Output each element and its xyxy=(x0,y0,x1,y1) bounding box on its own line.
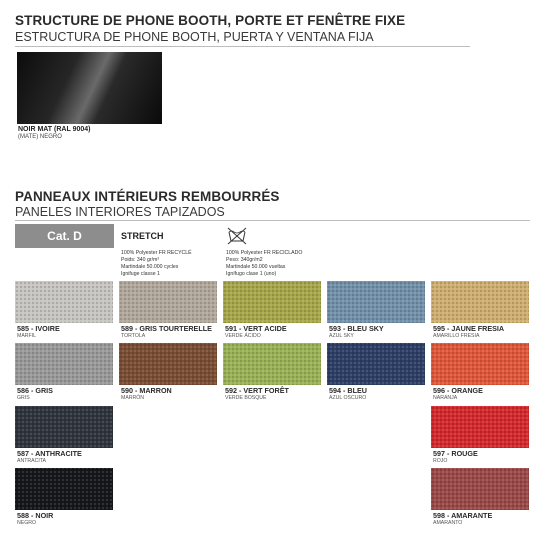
section2-title-fr: PANNEAUX INTÉRIEURS REMBOURRÉS xyxy=(15,189,280,204)
swatch-code: 593 - BLEU SKY xyxy=(329,324,384,333)
swatch-sub: NEGRO xyxy=(17,520,37,526)
swatch-sub: ANTRACITA xyxy=(17,458,47,464)
swatch-code: 589 - GRIS TOURTERELLE xyxy=(121,324,212,333)
section1-title-fr: STRUCTURE DE PHONE BOOTH, PORTE ET FENÊTRE FIXE xyxy=(15,13,406,28)
spec-right xyxy=(226,250,302,278)
swatch-code: 591 - VERT ACIDE xyxy=(225,324,287,333)
no-wash-icon xyxy=(226,226,248,246)
spec-line: 100% Polyester FR RECICLADO xyxy=(226,250,303,256)
swatch-code: 590 - MARRON xyxy=(121,386,172,395)
swatch-sub: ROJO xyxy=(433,458,448,464)
swatch-code: 597 - ROUGE xyxy=(433,449,478,458)
swatch-sub: VERDE BOSQUE xyxy=(225,395,267,401)
fabric-swatch xyxy=(15,406,113,448)
finish-sub: (MATE) NEGRO xyxy=(18,134,62,140)
fabric-swatch xyxy=(327,343,425,385)
swatch-code: 596 - ORANGE xyxy=(433,386,483,395)
fabric-title: STRETCH xyxy=(121,231,164,241)
swatch-code: 585 - IVOIRE xyxy=(17,324,60,333)
swatch-sub: AZUL SKY xyxy=(329,333,354,339)
fabric-swatch xyxy=(327,281,425,323)
divider xyxy=(15,220,530,221)
spec-line: Martindale 50.000 cycles xyxy=(121,264,179,270)
swatch-code: 592 - VERT FORÊT xyxy=(225,386,289,395)
fabric-swatch xyxy=(431,406,529,448)
fabric-swatch xyxy=(119,281,217,323)
swatch-code: 594 - BLEU xyxy=(329,386,367,395)
swatch-sub: AMARILLO FRESIA xyxy=(433,333,480,339)
fabric-swatch xyxy=(431,343,529,385)
section1-title-es: ESTRUCTURA DE PHONE BOOTH, PUERTA Y VENTANA FIJA xyxy=(15,30,374,44)
spec-line: 100% Polyester FR RECYCLÉ xyxy=(121,250,192,256)
swatch-sub: MARRÓN xyxy=(121,395,145,401)
spec-left xyxy=(121,250,192,278)
fabric-swatch xyxy=(431,468,529,510)
swatch-sub: TORTOLA xyxy=(121,333,146,339)
fabric-swatch xyxy=(223,343,321,385)
swatch-code: 595 - JAUNE FRESIA xyxy=(433,324,505,333)
swatch-code: 587 - ANTHRACITE xyxy=(17,449,82,458)
spec-line: Martindale 50.000 vueltas xyxy=(226,264,286,270)
swatch-sub: VERDE ÁCIDO xyxy=(225,333,261,339)
swatch-code: 588 - NOIR xyxy=(17,511,54,520)
fabric-swatch xyxy=(15,343,113,385)
fabric-swatch xyxy=(15,468,113,510)
fabric-swatch xyxy=(223,281,321,323)
fabric-swatch xyxy=(15,281,113,323)
fabric-swatch xyxy=(431,281,529,323)
spec-line: Ignifuge classe 1 xyxy=(121,271,160,277)
spec-line: Poids: 340 gr/m² xyxy=(121,257,160,263)
swatch-sub: GRIS xyxy=(17,395,30,401)
swatch-sub: AMARANTO xyxy=(433,520,463,526)
swatch-sub: NARANJA xyxy=(433,395,458,401)
spec-line: Ignífugo clase 1 (uno) xyxy=(226,271,277,277)
swatch-code: 586 - GRIS xyxy=(17,386,53,395)
section2-title-es: PANELES INTERIORES TAPIZADOS xyxy=(15,205,225,219)
category-badge: Cat. D xyxy=(15,224,114,248)
noir-mat-swatch xyxy=(17,52,162,124)
fabric-swatch xyxy=(119,343,217,385)
finish-name: NOIR MAT (RAL 9004) xyxy=(18,126,91,133)
spec-line: Peso: 340gr/m2 xyxy=(226,257,263,263)
swatch-sub: AZUL OSCURO xyxy=(329,395,367,401)
swatch-code: 598 - AMARANTE xyxy=(433,511,493,520)
divider xyxy=(15,46,470,47)
swatch-sub: MARFIL xyxy=(17,333,37,339)
